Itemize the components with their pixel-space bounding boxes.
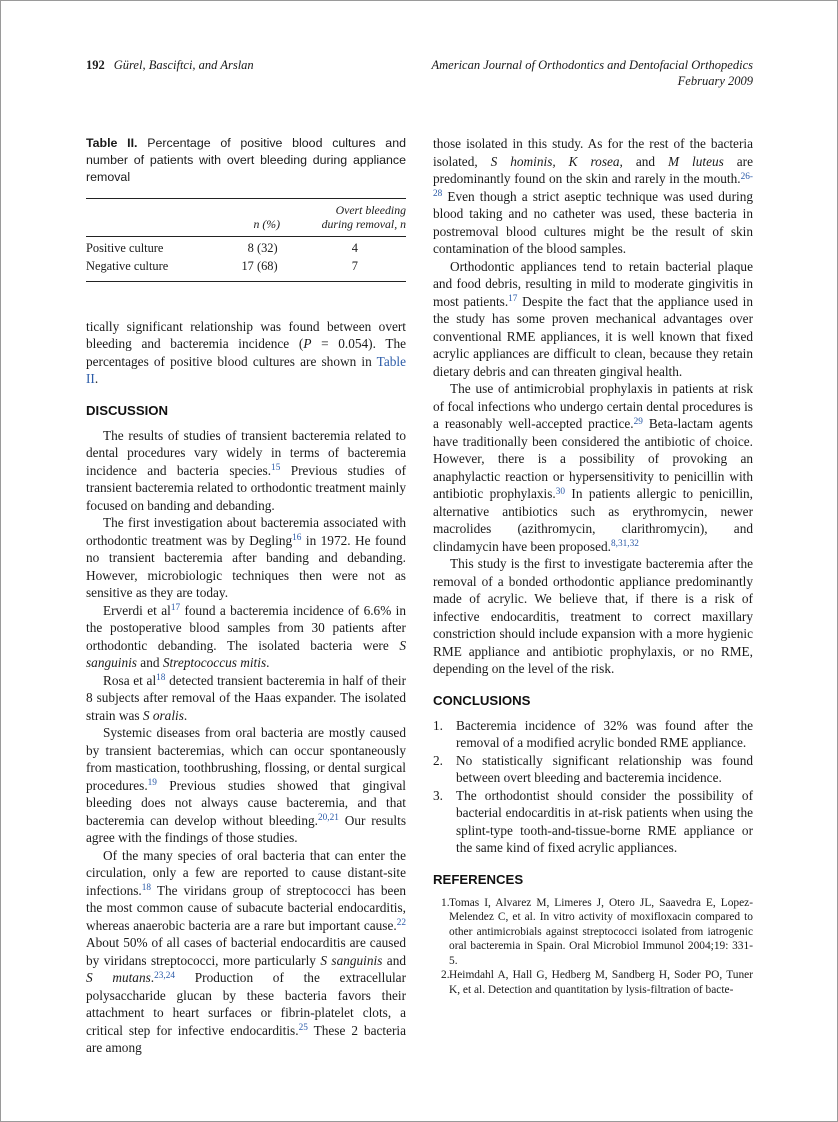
text-run: .	[150, 970, 155, 986]
text-run: Previous studies showed that gingival bleeding does not always cause bacteremia, and that bacteremia can develop without bleeding.	[86, 777, 406, 828]
text-run: Streptococcus mitis	[162, 655, 267, 671]
issue-date: February 2009	[677, 73, 753, 88]
table-2	[86, 198, 406, 282]
table-2-figure	[86, 135, 406, 282]
citation-ref[interactable]: 23,24	[154, 970, 176, 981]
text-run: Our results agree with the findings of those studies.	[86, 812, 406, 846]
table-2-header-row	[86, 199, 406, 237]
item-number: 3.	[433, 787, 443, 803]
text-run: Previous studies of transient bacteremia related to orthodontic treatment mainly focused on banding and debanding.	[86, 462, 407, 513]
citation-ref[interactable]: 22	[396, 918, 406, 929]
text-run: The first investigation about bacteremia associated with orthodontic treatment was by Degling	[86, 515, 406, 548]
reference-number: 1.	[441, 896, 450, 909]
running-head	[86, 58, 753, 89]
running-head-left	[86, 58, 254, 74]
row-label: Negative culture	[86, 259, 169, 274]
table-2-header-n: n (%)	[230, 199, 304, 237]
text-run: Rosa et al	[103, 672, 157, 688]
text-run: and	[382, 952, 406, 968]
row-n: 17 (68)	[241, 259, 278, 274]
page-number: 192	[86, 58, 105, 72]
discussion-heading: DISCUSSION	[86, 402, 169, 418]
list-item	[433, 787, 753, 857]
citation-ref[interactable]: 8,31,32	[610, 539, 639, 549]
text-run: tically significant relationship was found between overt bleeding and bacteremia incidence (	[86, 318, 406, 352]
row-label: Positive culture	[86, 240, 164, 255]
list-item	[433, 752, 753, 787]
text-run: in 1972. He found no transient bacteremia after banding and debanding. However, microbiologic techniques then were not as sensitive as they are today.	[86, 532, 406, 601]
text-run: are predominantly found on the skin and rarely in the mouth.	[433, 153, 754, 186]
text-run: Orthodontic appliances tend to retain bacterial plaque and food debris, resulting in mild to moderate gingivitis in most patients.	[433, 258, 753, 309]
text-run: S oralis	[142, 707, 184, 723]
text-run: This study is the first to investigate bacteremia after the removal of a bonded orthodontic appliance predominantly made of acrylic. We believe that, if there is a risk of infective endocarditis, treatment to correct maxillary constriction should include expansion with a more hygienic RME appliance and antibiotic prophylaxis, or no RME, depending on the level of the risk.	[433, 556, 753, 676]
inline-link[interactable]: Table II	[86, 353, 406, 387]
text-run: The viridans group of streptococci has been the most common cause of subacute bacterial endocarditis, whereas anaerobic bacteria are a rare but important cause.	[86, 882, 406, 933]
reference-number: 2.	[441, 969, 450, 982]
journal-title: American Journal of Orthodontics and Dentofacial Orthopedics	[431, 58, 753, 72]
text-run: .	[266, 655, 270, 671]
table-row	[86, 257, 406, 281]
paragraph	[86, 602, 406, 672]
paragraph	[86, 724, 406, 847]
paragraph	[433, 380, 753, 555]
row-overt: 4	[351, 240, 358, 255]
text-run: Beta-lactam agents have traditionally been considered the antibiotic of choice. However, there is a possibility of provoking an anaphylactic reaction or hypersensitivity to penicillin with antibiotic prophylaxis.	[433, 416, 753, 501]
text-run: About 50% of all cases of bacterial endocarditis are caused by viridans streptococci, more particularly	[86, 935, 406, 968]
paragraph	[433, 135, 753, 258]
running-head-right	[432, 58, 754, 89]
table-2-header-empty	[86, 199, 230, 237]
citation-ref[interactable]: 26-28	[433, 171, 753, 199]
citation-ref[interactable]: 19	[147, 778, 157, 789]
text-run: Of the many species of oral bacteria that can enter the circulation, only a few are reported to cause distant-site infections.	[86, 847, 406, 898]
reference-text: Heimdahl A, Hall G, Hedberg M, Sandberg H, Soder PO, Tuner K, et al. Detection and quantitation by lysis-filtration of bacte-	[449, 969, 753, 997]
text-run: = 0.054). The percentages of positive blood cultures are shown in	[86, 336, 407, 369]
text-run: S sanguinis	[320, 952, 383, 968]
text-run: Even though a strict aseptic technique was used during blood taking and no catheter was used, these bacteria in postremoval blood cultures might be the result of skin contamination of the blood samples.	[433, 188, 753, 256]
text-run: .	[94, 371, 99, 387]
references-list	[433, 896, 753, 998]
citation-ref[interactable]: 29	[633, 416, 643, 427]
text-run: S mutans	[86, 970, 151, 986]
text-run: Production of the extracellular polysaccharide glucan by these bacteria favors their attachment to heart surfaces or fibrin-platelet clots, a critical step for infective endocarditis.	[86, 970, 406, 1038]
text-run: In patients allergic to penicillin, alternative antibiotics such as erythromycin, newer macrolides (azithromycin, clarithromycin), and clindamycin have been proposed.	[433, 486, 753, 554]
reference-item	[433, 896, 753, 969]
text-run: The results of studies of transient bacteremia related to dental procedures vary widely in terms of bacteremia incidence and bacteria species.	[86, 427, 406, 478]
text-run: and	[136, 655, 163, 671]
text-run: S sanguinis	[86, 637, 406, 671]
conclusions-heading: CONCLUSIONS	[433, 692, 531, 708]
paragraph	[86, 318, 406, 388]
text-run: Table II.	[86, 136, 138, 150]
right-column	[433, 135, 753, 1057]
text-run: Systemic diseases from oral bacteria are mostly caused by transient bacteremias, which can occur spontaneously from mastication, toothbrushing, flossing, or dental surgical procedures.	[86, 725, 406, 793]
item-text: No statistically significant relationship was found between overt bleeding and bacteremia incidence.	[456, 752, 753, 785]
text-run: found a bacteremia incidence of 6.6% in the postoperative blood samples from 30 patients after orthodontic debanding. The isolated bacteria were	[86, 602, 406, 653]
left-column	[86, 135, 406, 1057]
citation-ref[interactable]: 18	[141, 883, 152, 894]
text-run: detected transient bacteremia in half of their 8 subjects after removal of the Haas expander. The isolated strain was	[86, 672, 407, 723]
paragraph	[86, 847, 406, 1057]
text-run: The use of antimicrobial prophylaxis in patients at risk of focal infections who undergo certain dental procedures is a reasonably well-accepted practice.	[433, 381, 753, 431]
reference-text: Tomas I, Alvarez M, Limeres J, Otero JL, Saavedra E, Lopez-Melendez C, et al. In vitro activity of moxifloxacin compared to other antimicrobials against streptococci isolated from iatrogenic oral bacteremia in Spain. Oral Microbiol Immunol 2004;19: 331-5.	[449, 896, 753, 967]
citation-ref[interactable]: 15	[271, 463, 281, 474]
paragraph	[86, 514, 406, 602]
table-2-caption	[86, 135, 406, 185]
table-row	[86, 236, 406, 257]
citation-ref[interactable]: 25	[298, 1023, 308, 1034]
conclusions-list	[433, 717, 753, 857]
citation-ref[interactable]: 18	[156, 673, 166, 684]
reference-item	[433, 968, 753, 997]
citation-ref[interactable]: 17	[508, 294, 518, 304]
text-run: Percentage of positive blood cultures and number of patients with overt bleeding during appliance removal	[86, 136, 406, 184]
paragraph	[86, 672, 406, 725]
table-2-header-overt: Overt bleeding during removal, n	[304, 199, 406, 237]
list-item	[433, 717, 753, 752]
text-run: .	[183, 707, 188, 723]
row-n: 8 (32)	[247, 240, 278, 255]
two-column-body	[86, 135, 753, 1057]
text-run: S hominis, K rosea,	[490, 153, 623, 169]
citation-ref[interactable]: 30	[555, 486, 566, 497]
item-number: 1.	[433, 717, 443, 733]
text-run: M luteus	[668, 153, 724, 169]
text-run: Erverdi et al	[103, 602, 171, 618]
citation-ref[interactable]: 16	[292, 533, 302, 544]
paragraph	[433, 555, 753, 678]
item-text: Bacteremia incidence of 32% was found after the removal of a modified acrylic bonded RME appliance.	[456, 717, 753, 750]
text-run: and	[622, 153, 668, 169]
text-run: Despite the fact that the appliance used in the study has some proven mechanical advantages over conventional RME appliances, it is well known that fixed acrylic appliances are difficult to clean, because they retain dietary debris and can threaten gingival health.	[433, 293, 753, 379]
paragraph	[433, 258, 753, 381]
citation-ref[interactable]: 17	[170, 603, 181, 614]
text-run: These 2 bacteria are among	[86, 1022, 407, 1056]
item-number: 2.	[433, 752, 443, 768]
row-overt: 7	[351, 259, 358, 274]
paragraph	[86, 427, 406, 515]
references-heading: REFERENCES	[433, 871, 524, 887]
text-run: P	[303, 336, 312, 352]
item-text: The orthodontist should consider the possibility of bacterial endocarditis in at-risk patients when using the splint-type tooth-and-tissue-borne RME appliance or the same kind of fixed acrylic appliances.	[456, 787, 753, 855]
text-run: those isolated in this study. As for the rest of the bacteria isolated,	[433, 136, 753, 169]
citation-ref[interactable]: 20,21	[317, 813, 339, 824]
running-authors: Gürel, Basciftci, and Arslan	[113, 58, 254, 72]
